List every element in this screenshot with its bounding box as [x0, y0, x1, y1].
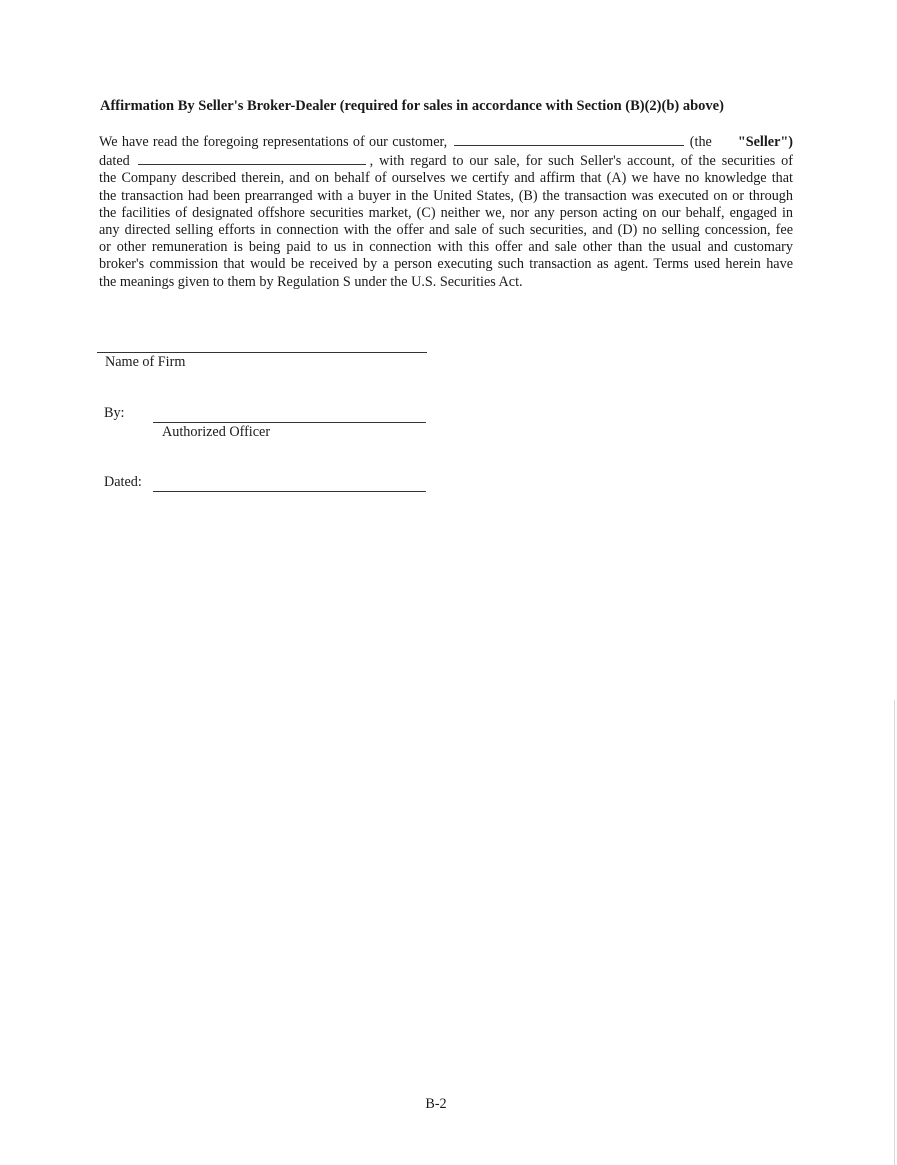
the-text: (the	[689, 134, 712, 150]
paragraph-line: broker's commission that would be received by a person executing such transaction as agent. Terms used herein have	[99, 256, 793, 273]
dated-text: dated	[99, 153, 130, 170]
authorized-officer-signature-line[interactable]	[153, 422, 426, 423]
paragraph-line: or other remuneration is being paid to us in connection with this offer and sale other than the usual and customary	[99, 239, 793, 256]
name-of-firm-label: Name of Firm	[105, 354, 186, 370]
paragraph-line: the facilities of designated offshore securities market, (C) neither we, nor any person acting on our behalf, engaged in	[99, 204, 793, 221]
affirmation-paragraph	[99, 132, 793, 291]
scan-edge-shadow	[894, 700, 895, 1165]
by-label: By:	[104, 405, 125, 421]
sale-regard-text: , with regard to our sale, for such Seller's account, of the securities of	[369, 153, 794, 170]
customer-name-blank[interactable]	[454, 132, 684, 146]
seller-term: "Seller")	[737, 134, 794, 150]
dated-signature-line[interactable]	[153, 491, 426, 492]
paragraph-line-2	[99, 151, 793, 170]
customer-intro-text: We have read the foregoing representations of our customer,	[99, 134, 448, 150]
authorized-officer-label: Authorized Officer	[162, 424, 271, 440]
firm-name-line[interactable]	[97, 352, 427, 353]
paragraph-last-line: the meanings given to them by Regulation S under the U.S. Securities Act.	[99, 273, 523, 290]
dated-label: Dated:	[104, 474, 142, 490]
paragraph-line: the transaction had been prearranged with a buyer in the United States, (B) the transaction was executed on or through	[99, 187, 793, 204]
page-number: B-2	[425, 1096, 447, 1112]
paragraph-line: any directed selling efforts in connection with the offer and sale of such securities, and (D) no selling concession, fee	[99, 222, 793, 239]
paragraph-line: the Company described therein, and on behalf of ourselves we certify and affirm that (A) we have no knowledge that	[99, 170, 793, 187]
dated-blank[interactable]	[138, 151, 366, 165]
paragraph-line-1	[99, 132, 793, 151]
section-heading: Affirmation By Seller's Broker-Dealer (required for sales in accordance with Section (B)(2)(b) above)	[100, 98, 724, 114]
